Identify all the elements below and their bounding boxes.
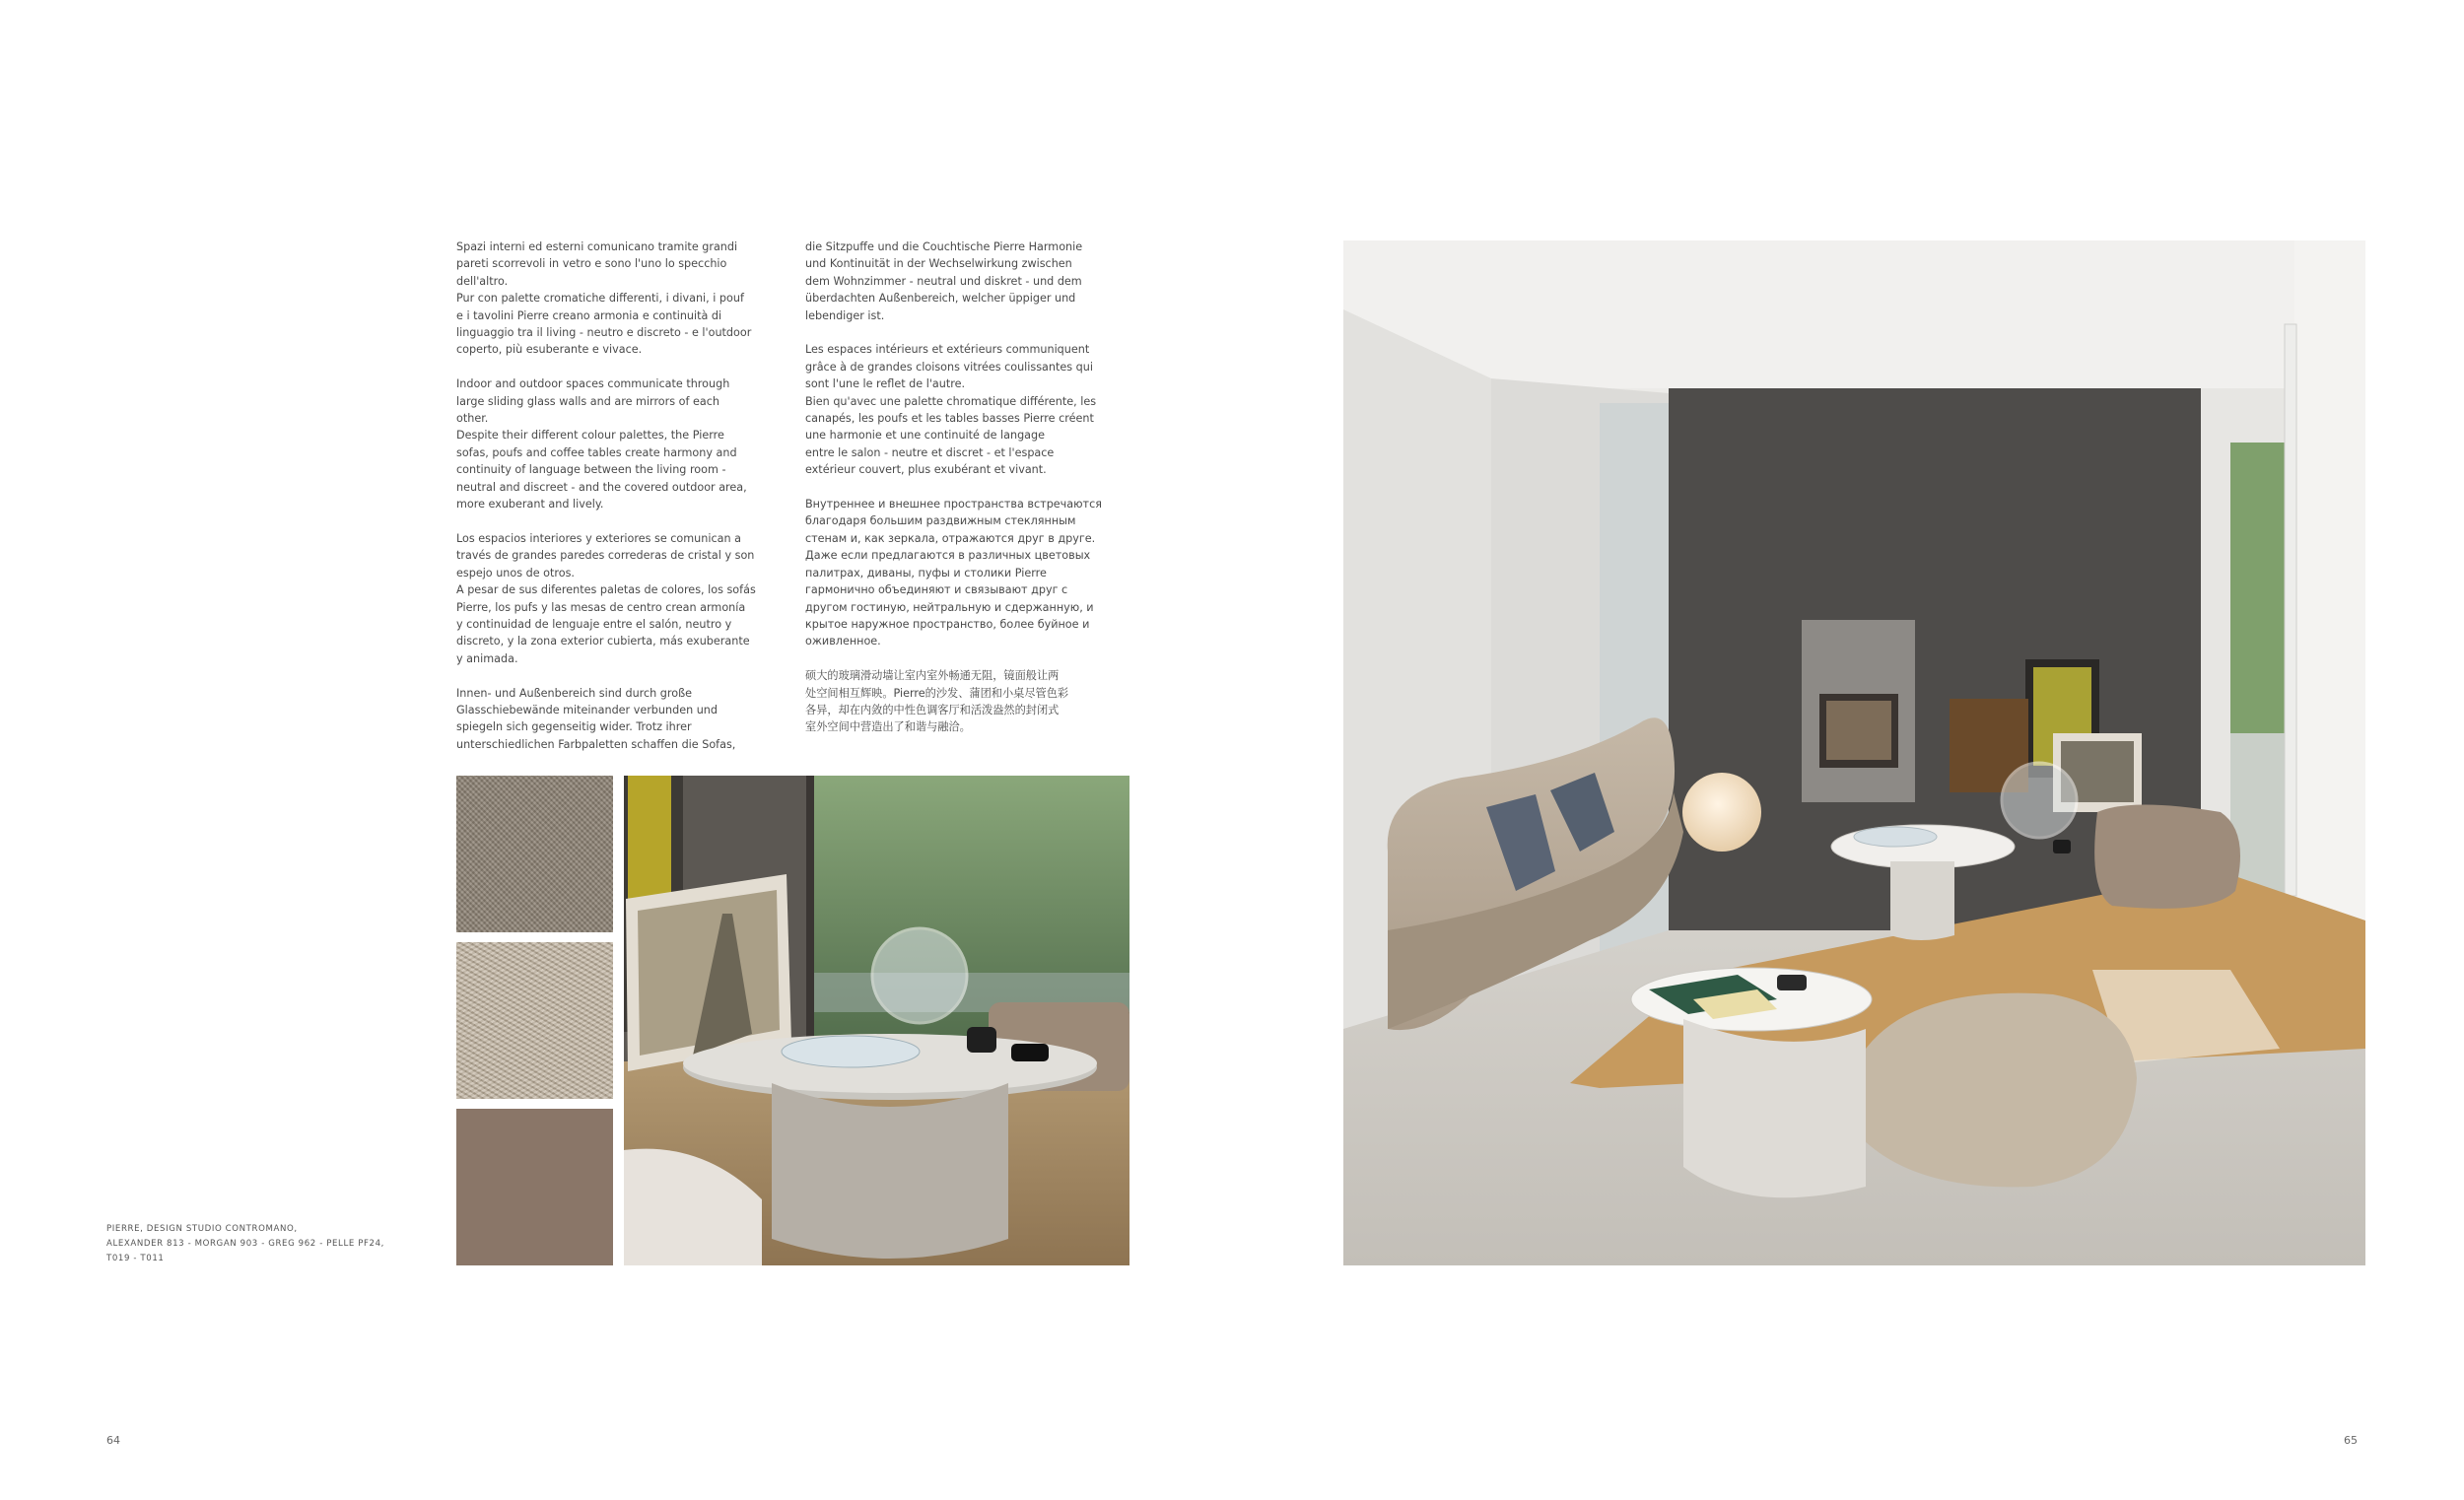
paragraph-english: Indoor and outdoor spaces communicate through large sliding glass walls and are mirrors of each other. Despite their different colour palettes, the Pierre sofas, poufs and coffee tables create harmony and continuity of language between the living room - neutral and discreet - and the covered outdoor area, more exuberant and lively.: [456, 377, 747, 511]
main-photo-living-room: [1343, 240, 2365, 1265]
paragraph-chinese: 硕大的玻璃滑动墙让室内室外畅通无阻，镜面般让两 处空间相互辉映。Pierre的沙发、蒲团和小桌尽管色彩 各异，却在内敛的中性色调客厅和活泼盎然的封闭式 室外空间中营造出了和谐与融洽。: [805, 669, 1069, 734]
main-photo-illustration: [1343, 240, 2365, 1265]
paragraph-german-start: Innen- und Außenbereich sind durch große Glasschiebewände miteinander verbunden und spiegeln sich gegenseitig wider. Trotz ihrer unterschiedlichen Farbpaletten schaffen die Sofas,: [456, 686, 736, 751]
paragraph-italian: Spazi interni ed esterni comunicano tramite grandi pareti scorrevoli in vetro e sono l'uno lo specchio dell'altro. Pur con palette cromatiche differenti, i divani, i pouf e i tavolini Pierre creano armonia e continuità di linguaggio tra il living - neutro e discreto - e l'outdoor coperto, più esuberante e vivace.: [456, 240, 752, 357]
fabric-swatch-morgan: [456, 942, 613, 1099]
page-number-left: 64: [106, 1434, 120, 1447]
text-column-left: [456, 239, 791, 771]
paragraph-spanish: Los espacios interiores y exteriores se comunican a través de grandes paredes correderas de cristal y son espejo unos de otros. A pesar de sus diferentes paletas de colores, los sofás Pierre, los pufs y las mesas de centro crean armonía y continuidad de lenguaje entre el salón, neutro y discreto, y la zona exterior cubierta, más exuberante y animada.: [456, 531, 756, 665]
text-column-right: [805, 239, 1150, 753]
detail-photo-coffee-table: [624, 776, 1129, 1265]
product-caption: PIERRE, DESIGN STUDIO CONTROMANO, ALEXANDER 813 - MORGAN 903 - GREG 962 - PELLE PF24, T019 - T011: [106, 1224, 384, 1263]
leather-swatch-pelle: [456, 1109, 613, 1265]
fabric-swatch-alexander: [456, 776, 613, 932]
paragraph-german-end: die Sitzpuffe und die Couchtische Pierre Harmonie und Kontinuität in der Wechselwirkung zwischen dem Wohnzimmer - neutral und diskret - und dem überdachten Außenbereich, welcher üppiger und lebendiger ist.: [805, 240, 1083, 322]
paragraph-russian: Внутреннее и внешнее пространства встречаются благодаря большим раздвижным стеклянным стенам и, как зеркала, отражаются друг в друге. Даже если предлагаются в различных цветовых палитрах, диваны, пуфы и столики Pierre гармонично объединяют и связывают друг с другом гостиную, нейтральную и сдержанную, и крытое наружное пространство, более буйное и оживленное.: [805, 498, 1102, 648]
page-number-right: 65: [2344, 1434, 2358, 1447]
paragraph-french: Les espaces intérieurs et extérieurs communiquent grâce à de grandes cloisons vitrées coulissantes qui sont l'une le reflet de l'autre. Bien qu'avec une palette chromatique différente, les canapés, les poufs et les tables basses Pierre créent une harmonie et une continuité de langage entre le salon - neutre et discret - et l'espace extérieur couvert, plus exubérant et vivant.: [805, 343, 1097, 477]
detail-photo-illustration: [624, 776, 1129, 1265]
